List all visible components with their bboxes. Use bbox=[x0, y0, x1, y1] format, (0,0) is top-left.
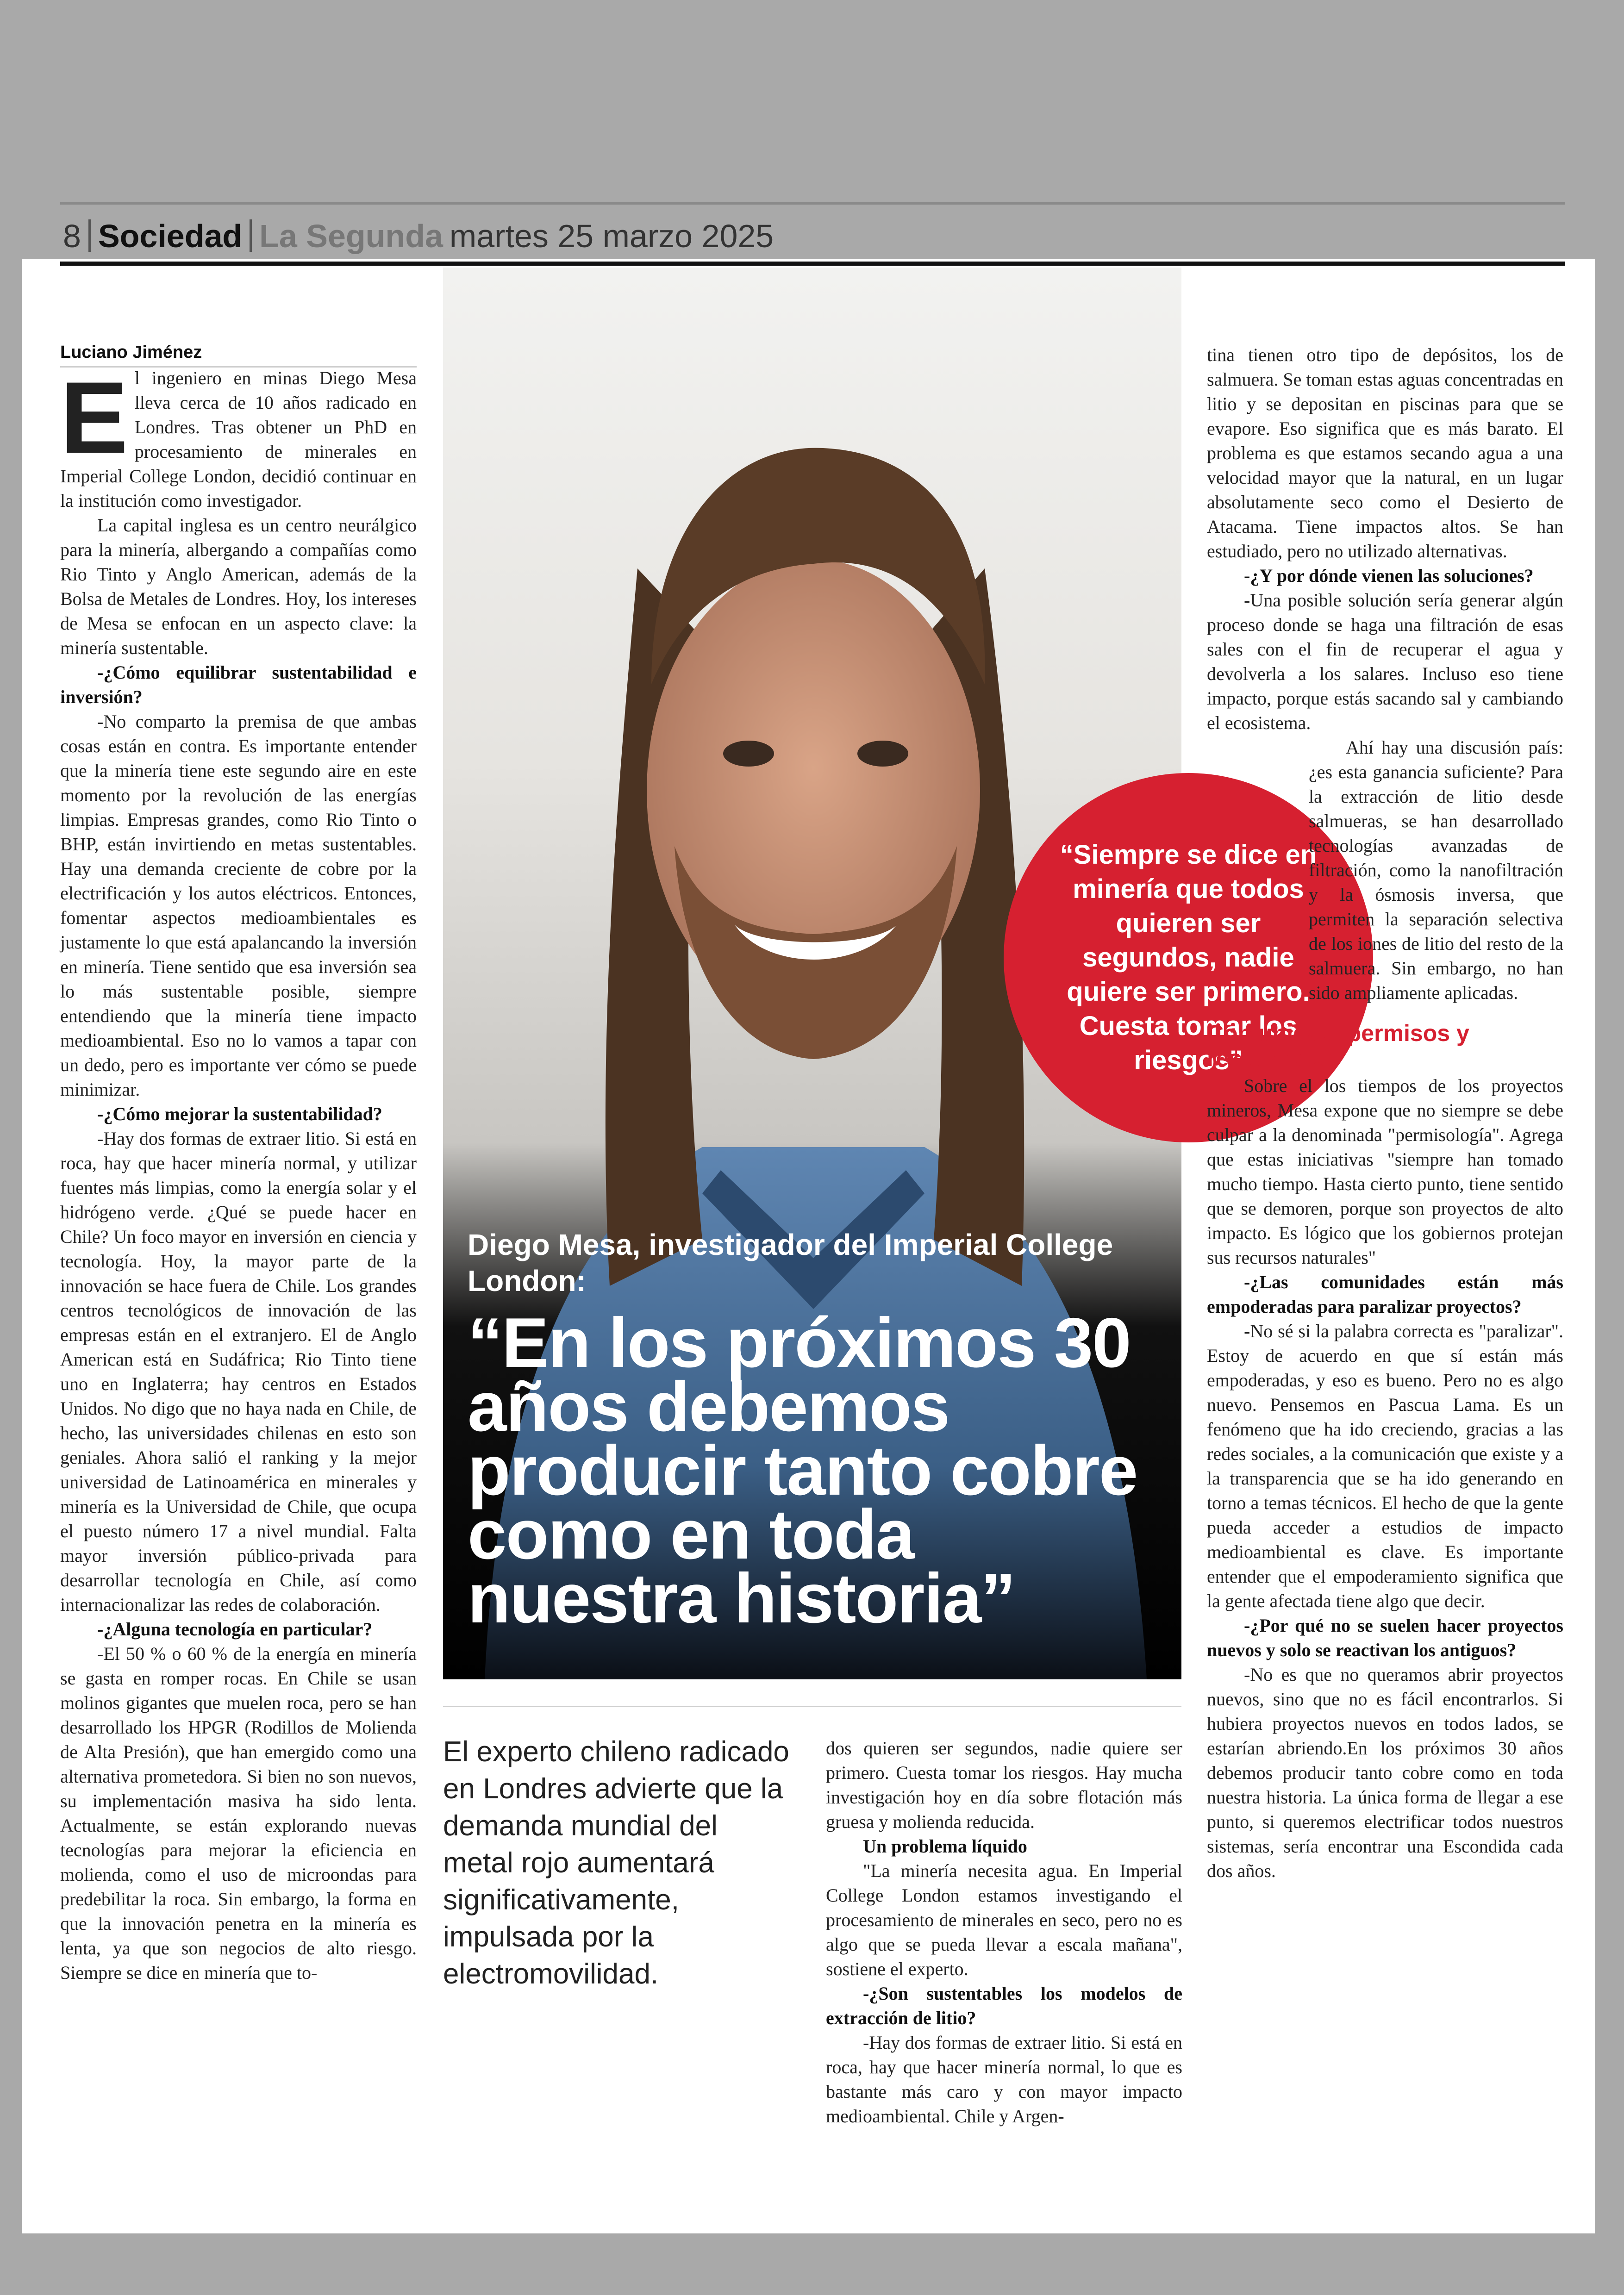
header-separator bbox=[250, 219, 252, 252]
article-column-4 bbox=[1207, 343, 1563, 1883]
interview-answer: -No comparto la premisa de que ambas cosas están en contra. Es importante entender que la minería tiene este segundo aire en este momento por la revolución de las energías limpias. Empresas grandes, como Rio Tinto o BHP, están invirtiendo en metas sustentables. Hay una demanda creciente de cobre por la electrificación y los autos eléctricos. Entonces, fomentar aspectos medioambientales es justamente lo que está apalancando la inversión en minería. Tiene sentido que esa inversión sea lo más sustentable posible, siempre entendiendo que la minería tiene impacto medioambiental. Eso no lo vamos a tapar con un dedo, pero es importante ver cómo se puede minimizar. bbox=[60, 711, 417, 1100]
interview-question: -¿Alguna tecnología en particular? bbox=[97, 1619, 373, 1640]
paragraph: Sobre el los tiempos de los proyectos mineros, Mesa expone que no siempre se debe culpar a la denominada "permisología". Agrega que estas iniciativas "siempre han tomado mucho tiempo. Hasta cierto punto, tiene sentido que se demoren, porque son proyectos de alto impacto. Es lógico que los gobiernos protejan sus recursos naturales" bbox=[1207, 1075, 1563, 1268]
headline-kicker: Diego Mesa, investigador del Imperial College London: bbox=[468, 1228, 1113, 1297]
section-name: Sociedad bbox=[98, 218, 243, 254]
interview-answer: -Hay dos formas de extraer litio. Si está en roca, hay que hacer minería normal, lo que es bastante más caro y con mayor impacto medioambiental. Chile y Argen- bbox=[826, 2032, 1182, 2127]
headline: “En los próximos 30 años debemos producir tanto cobre como en toda nuestra historia” bbox=[468, 1303, 1137, 1638]
header-top-line bbox=[60, 202, 1565, 205]
section-title: Comunidad, permisos y resguardos bbox=[1207, 1020, 1469, 1071]
interview-answer: -Hay dos formas de extraer litio. Si está en roca, hay que hacer minería normal, y utilizar fuentes más limpias, como la energía solar y el hidrógeno verde. ¿Qué se puede hacer en Chile? Un foco mayor en inversión en ciencia y tecnología. Hoy, la mayor parte de la innovación se hace fuera de Chile. Los grandes centros tecnológicos de innovación de las empresas están en el extranjero. El de Anglo American está en Sudáfrica; Rio Tinto tiene uno en Inglaterra; hay centros en Estados Unidos. No digo que no haya nada en Chile, de hecho, las universidades chilenas en esto son geniales. Ahora salió el ranking y la mejor universidad de Latinoamérica en minerales y minería es la Universidad de Chile, que ocupa el puesto número 17 a nivel mundial. Falta mayor inversión público-privada para desarrollar tecnología en Chile, así como internacionalizar las redes de colaboración. bbox=[60, 1128, 417, 1615]
article-column-1 bbox=[60, 361, 417, 1985]
subsection-title: Un problema líquido bbox=[863, 1836, 1027, 1857]
paragraph: dos quieren ser segundos, nadie quiere ser primero. Cuesta tomar los riesgos. Hay mucha investigación hoy en día sobre flotación más gruesa y molienda reducida. bbox=[826, 1738, 1182, 1832]
interview-answer: -El 50 % o 60 % de la energía en minería se gasta en romper rocas. En Chile se usan molinos gigantes que muelen roca, pero se han desarrollado los HPGR (Rodillos de Molienda de Alta Presión), que han emergido como una alternativa prometedora. Si bien no son nuevos, su implementación masiva ha sido lenta. Actualmente, se están explorando nuevas tecnologías para mejorar la eficiencia en molienda, como el uso de microondas para predebilitar la roca. Sin embargo, la forma en que la innovación penetra en la minería es lenta, ya que son negocios de alto riesgo. Siempre se dice en minería que to- bbox=[60, 1643, 417, 1983]
interview-question: -¿Las comunidades están más empoderadas para paralizar proyectos? bbox=[1207, 1272, 1563, 1317]
interview-answer: -No sé si la palabra correcta es "paralizar". Estoy de acuerdo en que sí están más empoderadas, y eso es bueno. Pero no es algo nuevo. Pensemos en Pascua Lama. Es un fenómeno que ha ido creciendo, gracias a las redes sociales, a la comunicación que existe y a la transparencia que se ha ido generando en torno a temas técnicos. El hecho de que la gente pueda acceder a estudios de impacto medioambiental es clave. Es importante entender que el empoderamiento significa que la gente afectada tiene algo que decir. bbox=[1207, 1321, 1563, 1611]
drop-cap: E bbox=[60, 361, 128, 474]
page-number: 8 bbox=[63, 218, 81, 254]
paragraph: tina tienen otro tipo de depósitos, los de salmuera. Se toman estas aguas concentradas en litio y se depositan en piscinas para que se evapore. Eso significa que es más barato. El problema es que estamos secando agua a una velocidad mayor que la natural, en un lugar absolutamente seco como el Desierto de Atacama. Tiene impactos altos. Se han estudiado, pero no utilizado alternativas. bbox=[1207, 344, 1563, 561]
interview-answer: Ahí hay una discusión país: ¿es esta ganancia suficiente? Para la extracción de litio desde salmueras, se han desarrollado tecnologías avanzadas de filtración, como la nanofiltración y la ósmosis inversa, que permiten la separación selectiva de los iones de litio del resto de la salmuera. Sin embargo, no han sido ampliamente aplicadas. bbox=[1309, 737, 1563, 1003]
header-separator bbox=[88, 219, 91, 252]
header-row bbox=[63, 211, 774, 262]
pull-quote: “Siempre se dice en minería que todos quieren ser segundos, nadie quiere ser primero. Cuesta tomar los riesgos” bbox=[1060, 840, 1317, 1075]
interview-answer: -No es que no queramos abrir proyectos nuevos, sino que no es fácil encontrarlos. Si hubiera proyectos nuevos en todos lados, se estarían abriendo.En los próximos 30 años debemos producir tanto cobre como en toda nuestra historia. La única forma de llegar a ese punto, si queremos electrificar todos nuestros sistemas, sería encontrar una Escondida cada dos años. bbox=[1207, 1664, 1563, 1881]
interview-question: -¿Cómo mejorar la sustentabilidad? bbox=[97, 1104, 382, 1124]
paragraph: La capital inglesa es un centro neurálgico para la minería, albergando a compañías como Rio Tinto y Anglo American, además de la Bolsa de Metales de Londres. Hoy, los intereses de Mesa se enfocan en un aspecto clave: la minería sustentable. bbox=[60, 515, 417, 658]
newspaper-name: La Segunda bbox=[259, 218, 443, 254]
author-byline: Luciano Jiménez bbox=[60, 343, 417, 368]
headline-block bbox=[468, 1227, 1171, 1638]
issue-date: martes 25 marzo 2025 bbox=[449, 218, 774, 254]
interview-question: -¿Por qué no se suelen hacer proyectos nuevos y solo se reactivan los antiguos? bbox=[1207, 1615, 1563, 1660]
header-rule bbox=[60, 262, 1565, 266]
paragraph: l ingeniero en minas Diego Mesa lleva cerca de 10 años radicado en Londres. Tras obtener un PhD en procesamiento de minerales en Imperial College London, decidió continuar en la institución como investigador. bbox=[60, 368, 417, 511]
article-subhead: El experto chileno radicado en Londres advierte que la demanda mundial del metal rojo aumentará significativamente, impulsada por la electromovilidad. bbox=[443, 1736, 789, 1990]
interview-question: -¿Son sustentables los modelos de extracción de litio? bbox=[826, 1983, 1182, 2028]
interview-question: -¿Y por dónde vienen las soluciones? bbox=[1244, 565, 1534, 586]
interview-question: -¿Cómo equilibrar sustentabilidad e inversión? bbox=[60, 662, 417, 707]
paragraph: "La minería necesita agua. En Imperial College London estamos investigando el procesamiento de minerales en seco, pero no es algo que se pueda llevar a escala mañana", sostiene el experto. bbox=[826, 1860, 1182, 1979]
article-column-3 bbox=[826, 1736, 1182, 2128]
interview-answer: -Una posible solución sería generar algún proceso donde se haga una filtración de esas sales con el fin de recuperar el agua y devolverla a los salares. Incluso eso tiene impacto, porque estás sacando sal y cambiando el ecosistema. bbox=[1207, 590, 1563, 733]
subhead-rule bbox=[443, 1706, 1181, 1707]
